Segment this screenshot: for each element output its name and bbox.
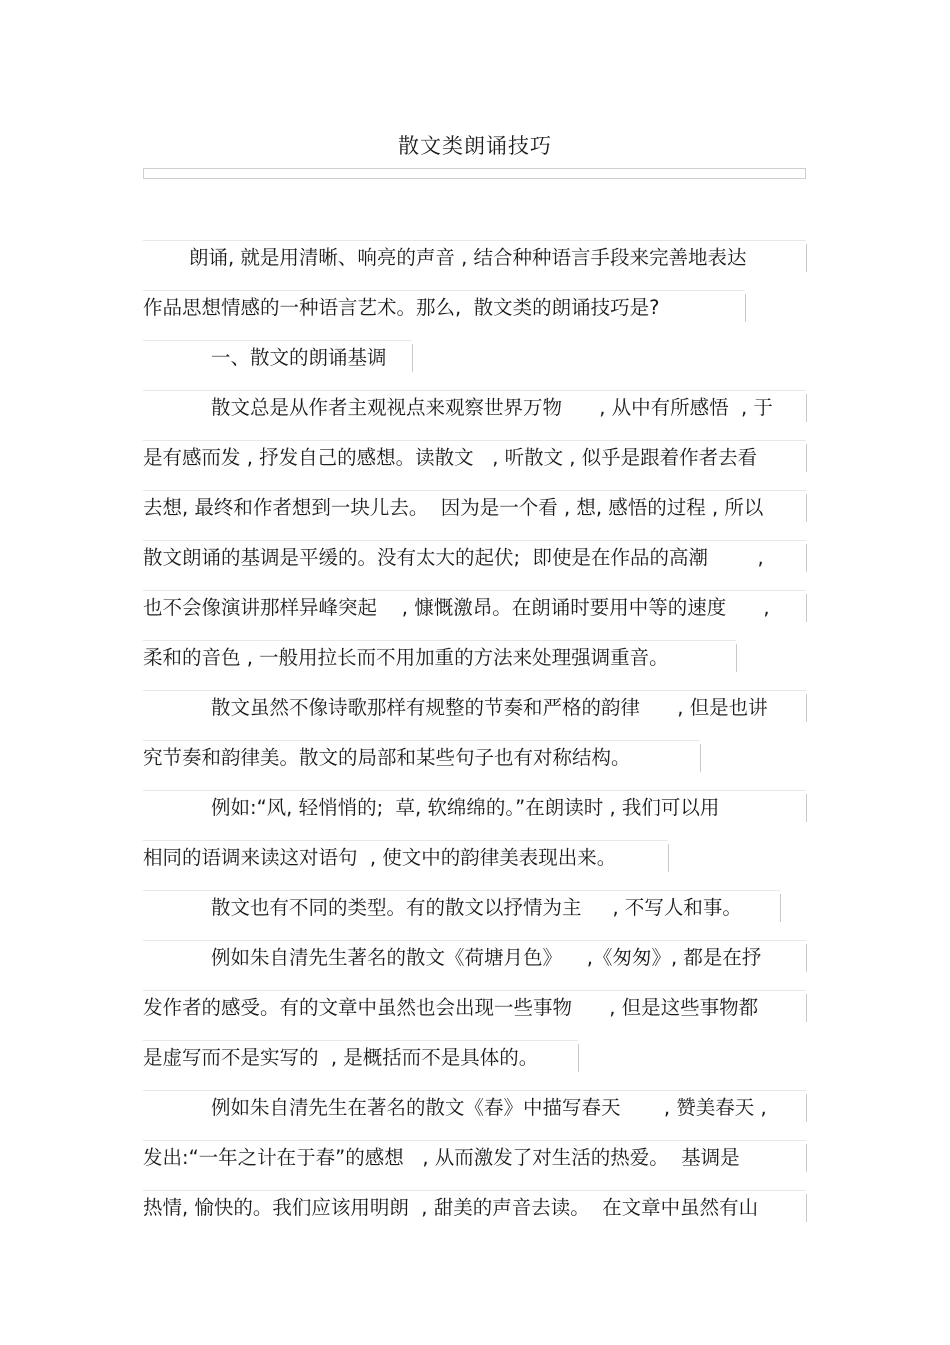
line-guide bbox=[143, 890, 780, 891]
line-guide bbox=[143, 690, 806, 691]
text-line: 散文朗诵的基调是平缓的。没有太大的起伏; 即使是在作品的高潮 , bbox=[143, 546, 764, 569]
text-line: 散文虽然不像诗歌那样有规整的节奏和严格的韵律 , 但是也讲 bbox=[211, 696, 768, 719]
line-guide bbox=[143, 1040, 578, 1041]
line-end-marker bbox=[806, 544, 807, 572]
line-end-marker bbox=[806, 1194, 807, 1222]
line-end-marker bbox=[806, 244, 807, 272]
line-guide bbox=[143, 1090, 806, 1091]
line-end-marker bbox=[578, 1044, 579, 1072]
text-line: 散文也有不同的类型。有的散文以抒情为主 , 不写人和事。 bbox=[211, 896, 742, 919]
line-guide bbox=[143, 590, 806, 591]
line-end-marker bbox=[780, 894, 781, 922]
line-end-marker bbox=[806, 694, 807, 722]
line-end-marker bbox=[806, 444, 807, 472]
line-end-marker bbox=[745, 294, 746, 322]
text-line: 是虚写而不是实写的 , 是概括而不是具体的。 bbox=[143, 1046, 539, 1069]
line-guide bbox=[143, 740, 700, 741]
page-title: 散文类朗诵技巧 bbox=[398, 134, 552, 158]
line-guide bbox=[143, 940, 806, 941]
line-guide bbox=[143, 840, 668, 841]
line-guide bbox=[143, 790, 806, 791]
text-line: 去想, 最终和作者想到一块儿去。 因为是一个看 , 想, 感悟的过程 , 所以 bbox=[143, 496, 764, 519]
text-line: 相同的语调来读这对语句 , 使文中的韵律美表现出来。 bbox=[143, 846, 617, 869]
line-guide bbox=[143, 1140, 806, 1141]
line-guide bbox=[143, 990, 806, 991]
line-end-marker bbox=[806, 494, 807, 522]
text-line: 也不会像演讲那样异峰突起 , 慷慨激昂。在朗诵时要用中等的速度 , bbox=[143, 596, 770, 619]
text-line: 是有感而发 , 抒发自己的感想。读散文 , 听散文 , 似乎是跟着作者去看 bbox=[143, 446, 758, 469]
text-line: 柔和的音色 , 一般用拉长而不用加重的方法来处理强调重音。 bbox=[143, 646, 669, 669]
line-end-marker bbox=[806, 1144, 807, 1172]
line-end-marker bbox=[806, 394, 807, 422]
text-line: 作品思想情感的一种语言艺术。那么, 散文类的朗诵技巧是? bbox=[143, 296, 660, 319]
line-end-marker bbox=[806, 794, 807, 822]
line-guide bbox=[143, 540, 806, 541]
line-guide bbox=[143, 640, 736, 641]
title-divider bbox=[143, 168, 806, 179]
text-line: 散文总是从作者主观视点来观察世界万物 , 从中有所感悟 , 于 bbox=[211, 396, 773, 419]
line-end-marker bbox=[736, 644, 737, 672]
line-end-marker bbox=[806, 1094, 807, 1122]
text-line: 一、散文的朗诵基调 bbox=[211, 346, 387, 369]
line-guide bbox=[143, 340, 412, 341]
text-line: 究节奏和韵律美。散文的局部和某些句子也有对称结构。 bbox=[143, 746, 631, 769]
line-end-marker bbox=[668, 844, 669, 872]
line-guide bbox=[143, 390, 806, 391]
line-end-marker bbox=[806, 994, 807, 1022]
text-line: 发出:“一年之计在于春”的感想 , 从而激发了对生活的热爱。 基调是 bbox=[143, 1146, 740, 1169]
line-guide bbox=[143, 290, 745, 291]
line-end-marker bbox=[806, 594, 807, 622]
text-line: 例如朱自清先生在著名的散文《春》中描写春天 , 赞美春天 , bbox=[211, 1096, 767, 1119]
text-line: 热情, 愉快的。我们应该用明朗 , 甜美的声音去读。 在文章中虽然有山 bbox=[143, 1196, 759, 1219]
line-end-marker bbox=[806, 944, 807, 972]
line-guide bbox=[143, 490, 806, 491]
text-line: 发作者的感受。有的文章中虽然也会出现一些事物 , 但是这些事物都 bbox=[143, 996, 759, 1019]
text-line: 例如朱自清先生著名的散文《荷塘月色》 ,《匆匆》, 都是在抒 bbox=[211, 946, 762, 969]
line-end-marker bbox=[700, 744, 701, 772]
line-guide bbox=[143, 440, 806, 441]
text-line: 例如:“风, 轻悄悄的; 草, 软绵绵的。”在朗读时 , 我们可以用 bbox=[211, 796, 720, 819]
line-guide bbox=[143, 1190, 806, 1191]
line-end-marker bbox=[412, 344, 413, 372]
line-guide bbox=[143, 240, 806, 241]
text-line: 朗诵, 就是用清晰、响亮的声音 , 结合种种语言手段来完善地表达 bbox=[189, 246, 747, 269]
